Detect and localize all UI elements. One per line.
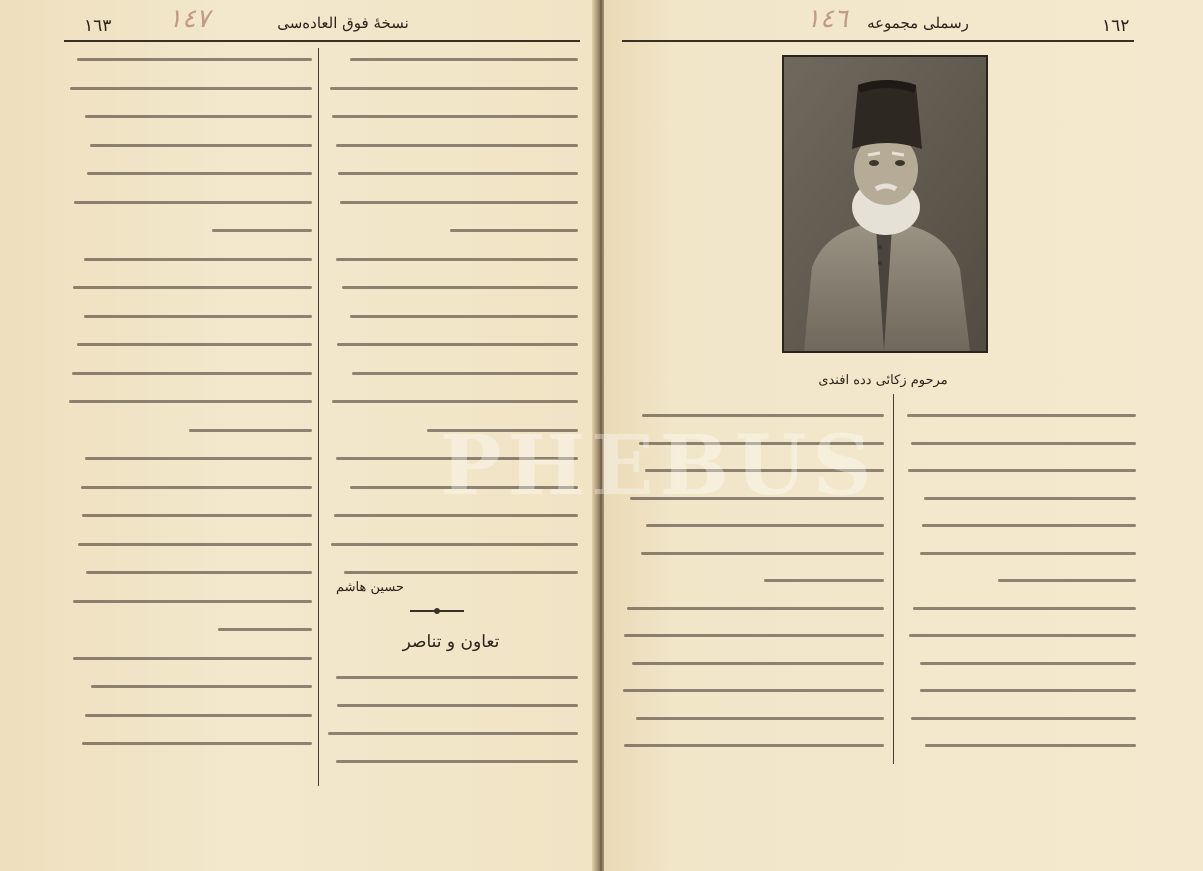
section-ornament-dot xyxy=(434,608,440,614)
text-line xyxy=(624,744,884,747)
text-line xyxy=(334,514,578,517)
left-handwritten-number: ١٤٧ xyxy=(168,4,210,34)
text-line xyxy=(84,258,312,261)
text-line xyxy=(925,744,1136,747)
text-line xyxy=(350,58,578,61)
text-line xyxy=(336,144,578,147)
text-line xyxy=(907,414,1136,417)
left-column-divider xyxy=(318,48,319,786)
text-line xyxy=(82,514,312,517)
text-line xyxy=(909,634,1136,637)
text-line xyxy=(85,457,312,460)
text-line xyxy=(84,315,312,318)
left-header-rule xyxy=(64,40,580,42)
text-line xyxy=(641,552,884,555)
text-line xyxy=(189,429,312,432)
left-page-left-column xyxy=(68,50,312,770)
text-line xyxy=(337,343,578,346)
text-line xyxy=(328,732,578,735)
text-line xyxy=(91,685,312,688)
text-line xyxy=(911,442,1136,445)
text-line xyxy=(87,172,312,175)
text-line xyxy=(340,201,578,204)
text-line xyxy=(331,543,578,546)
text-line xyxy=(646,524,884,527)
text-line xyxy=(337,704,578,707)
text-line xyxy=(920,662,1136,665)
left-page-right-column-bottom xyxy=(328,668,578,788)
text-line xyxy=(344,571,578,574)
article-signature: حسین هاشم xyxy=(336,580,404,595)
text-line xyxy=(920,689,1136,692)
right-running-header: رسملی مجموعه xyxy=(867,14,969,32)
text-line xyxy=(913,607,1136,610)
text-line xyxy=(73,600,312,603)
text-line xyxy=(920,552,1136,555)
text-line xyxy=(623,689,884,692)
phebus-watermark: PHEBUS xyxy=(440,418,878,514)
text-line xyxy=(85,115,312,118)
text-line xyxy=(924,497,1136,500)
photo-caption: مرحوم زكائی دده افندی xyxy=(818,373,948,388)
portrait-photo xyxy=(782,55,988,353)
text-line xyxy=(77,58,312,61)
text-line xyxy=(330,87,578,90)
text-line xyxy=(336,258,578,261)
text-line xyxy=(922,524,1136,527)
text-line xyxy=(632,662,884,665)
left-running-header: نسخۀ فوق العاده‌سی xyxy=(277,14,409,32)
text-line xyxy=(81,486,312,489)
section-heading: تعاون و تناصر xyxy=(402,632,500,652)
text-line xyxy=(764,579,884,582)
text-line xyxy=(90,144,312,147)
text-line xyxy=(73,657,312,660)
text-line xyxy=(624,634,884,637)
left-page-number: ١٦٣ xyxy=(84,16,112,36)
text-line xyxy=(342,286,578,289)
text-line xyxy=(911,717,1136,720)
text-line xyxy=(70,87,312,90)
text-line xyxy=(72,372,312,375)
text-line xyxy=(336,760,578,763)
text-line xyxy=(69,400,312,403)
text-line xyxy=(350,315,578,318)
text-line xyxy=(85,714,312,717)
right-page-right-column xyxy=(904,406,1136,766)
right-column-divider xyxy=(893,394,894,764)
text-line xyxy=(86,571,312,574)
right-page-number: ١٦٢ xyxy=(1102,16,1130,36)
text-line xyxy=(338,172,578,175)
text-line xyxy=(627,607,884,610)
text-line xyxy=(332,400,578,403)
text-line xyxy=(212,229,312,232)
text-line xyxy=(336,676,578,679)
left-page-right-column-top xyxy=(328,50,578,390)
text-line xyxy=(74,201,312,204)
right-header-rule xyxy=(622,40,1134,42)
text-line xyxy=(332,115,578,118)
right-handwritten-number: ١٤٦ xyxy=(806,4,848,34)
text-line xyxy=(77,343,312,346)
text-line xyxy=(82,742,312,745)
text-line xyxy=(78,543,312,546)
text-line xyxy=(636,717,884,720)
text-line xyxy=(218,628,312,631)
text-line xyxy=(450,229,578,232)
text-line xyxy=(998,579,1136,582)
text-line xyxy=(908,469,1136,472)
text-line xyxy=(642,414,884,417)
text-line xyxy=(352,372,578,375)
text-line xyxy=(73,286,312,289)
